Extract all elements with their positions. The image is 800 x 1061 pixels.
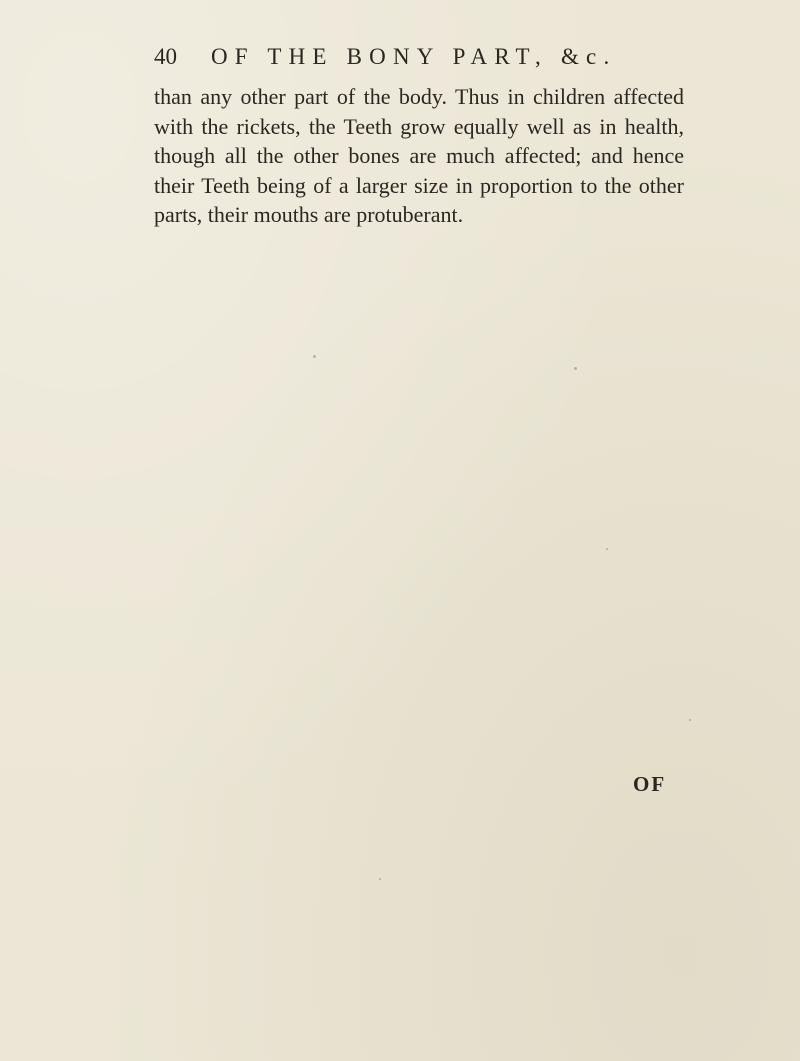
paper-speck [574,367,577,370]
paper-speck [313,355,316,358]
body-paragraph: than any other part of the body. Thus in children affected with the rickets, the Teeth grow equally well as in health, though all the other bones are much affected; and hence their Teeth being of a larger size in proportion to the other parts, their mouths are protuberant. [154,84,684,227]
running-head [154,44,616,76]
paper-speck [379,878,381,880]
page-number: 40 [154,44,177,69]
catchword: OF [633,772,667,796]
paper-speck [606,548,608,550]
paper-speck [689,719,691,721]
running-title: OF THE BONY PART, &c. [211,44,617,69]
